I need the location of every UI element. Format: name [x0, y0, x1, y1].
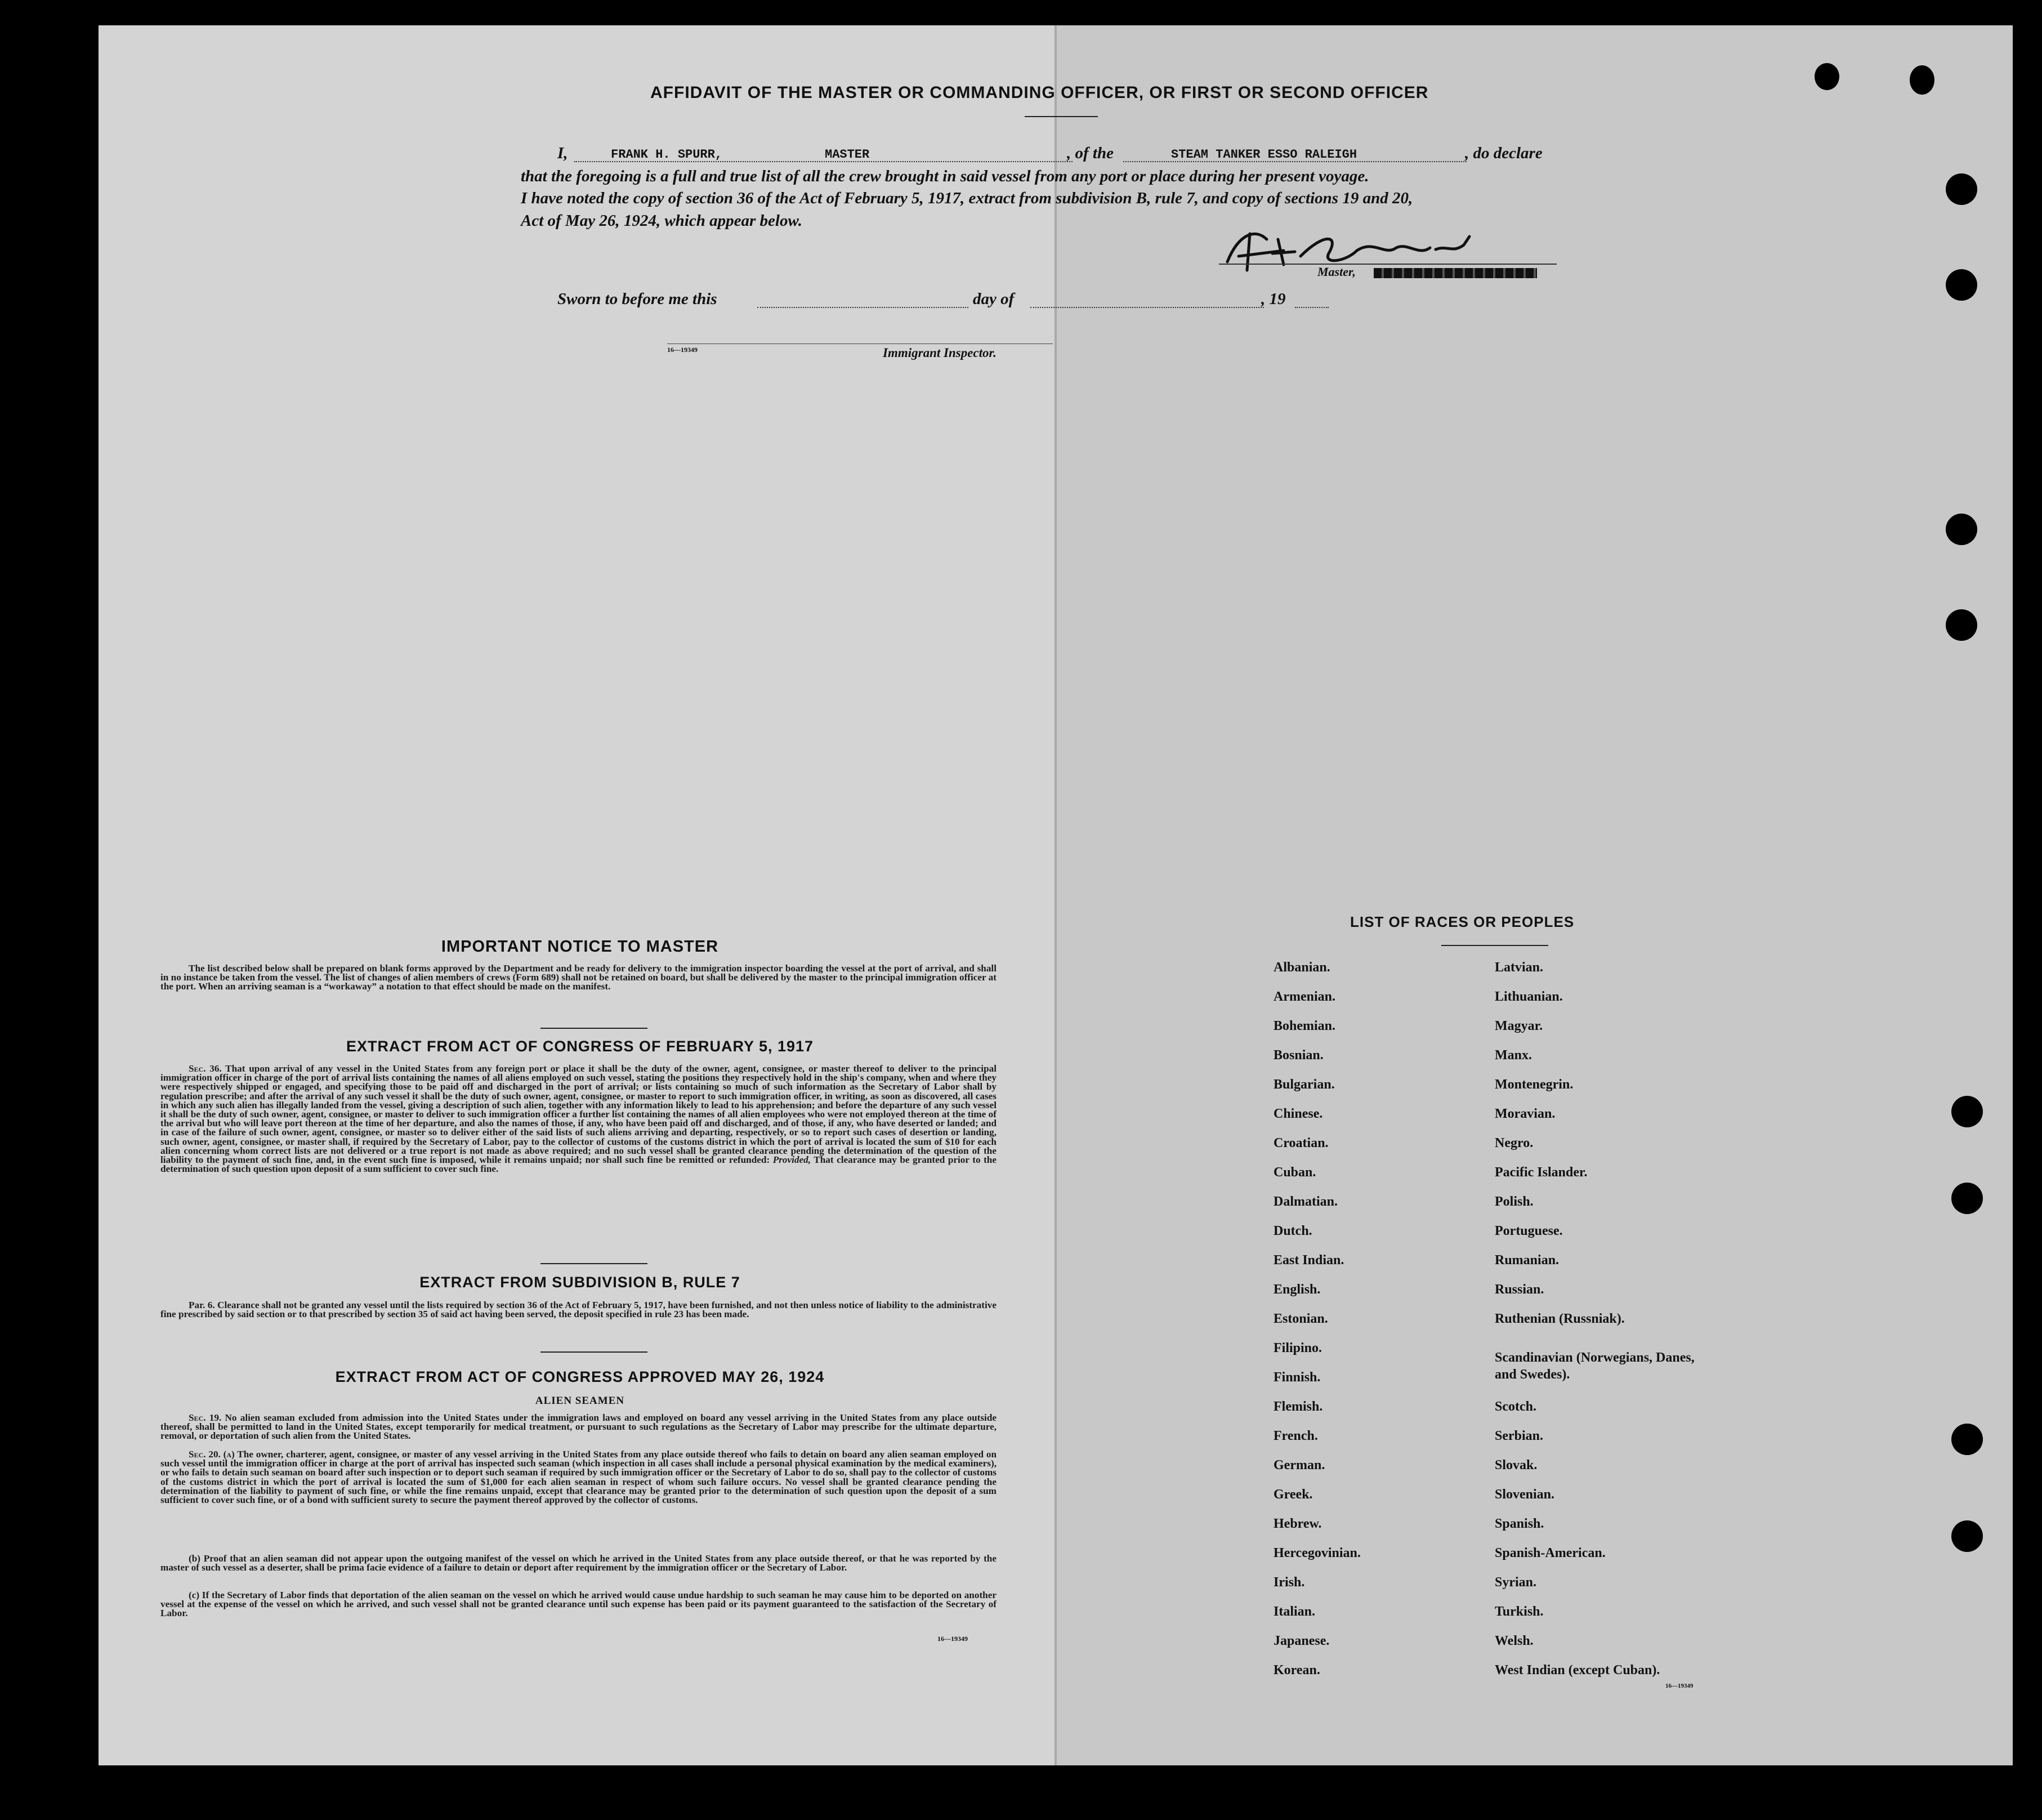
race-item: Scotch.: [1495, 1399, 1536, 1414]
race-item: Chinese.: [1274, 1107, 1323, 1121]
binder-hole: [1951, 1183, 1983, 1214]
sworn-month-fill: [1030, 307, 1264, 308]
race-item: Syrian.: [1495, 1575, 1537, 1590]
inspector-caption: Immigrant Inspector.: [883, 346, 997, 360]
race-item: Slovenian.: [1495, 1487, 1555, 1502]
notice-text: The list described below shall be prepared on blank forms approved by the Department and be ready for delivery to the immigration inspector boarding the vessel at the port of arrival, and shall in no instance be taken from the vessel. The list of changes of alien members of crews (Form 689) shall not be retained on board, but shall be delivered by the master to the principal immigration officer at the port. When an arriving seaman is a “workaway” a notation to that effect should be made on the manifest.: [160, 963, 997, 992]
affidavit-line4: Act of May 26, 1924, which appear below.: [521, 212, 802, 230]
race-item: Japanese.: [1274, 1634, 1330, 1648]
struck-out-text: [1374, 268, 1537, 278]
of-the-text: , of the: [1067, 144, 1114, 162]
race-item: Filipino.: [1274, 1341, 1322, 1355]
extract-rule7-title: EXTRACT FROM SUBDIVISION B, RULE 7: [419, 1274, 740, 1291]
race-item: Albanian.: [1274, 960, 1330, 975]
race-item: Magyar.: [1495, 1019, 1543, 1033]
binder-hole: [1946, 173, 1977, 205]
binder-hole: [1946, 609, 1977, 641]
binder-hole: [1951, 1096, 1983, 1127]
race-item: Croatian.: [1274, 1136, 1329, 1150]
race-item: Bosnian.: [1274, 1048, 1324, 1063]
race-item: East Indian.: [1274, 1253, 1344, 1268]
section-19-body: No alien seaman excluded from admission into the United States under the immigration laws and employed on board any vessel arriving in the United States from any place outside thereof, shall be permitted to land in the United States, except temporarily for medical treatment, or pursuant to such regulations as the Secretary of Labor may prescribe for the ultimate departure, removal, or deportation of such alien from the United States.: [160, 1412, 997, 1442]
race-item: Montenegrin.: [1495, 1077, 1574, 1092]
section-20a-body: The owner, charterer, agent, consignee, or master of any vessel arriving in the United States from any place outside thereof who fails to detain on board any alien seaman employed on such vessel until the immigration officer in charge at the port of arrival has inspected such seaman (which inspection in all cases shall include a personal physical examination by the medical examiners), or who fails to detain such seaman on board after such inspection or to deport such seaman if required by such immigration officer or the Secretary of Labor to do so, shall pay to the collector of customs of the customs district in which the port of arrival is located the sum of $1,000 for each alien seaman in respect of whom such failure occurs. No vessel shall be granted clearance pending the determination of the liability to payment of such fine, or while the fine remains unpaid, except that clearance may be granted prior to the determination of such question upon the deposit of a sum sufficient to cover such fine, or of a bond with sufficient surety to secure the payment thereof approved by the collector of customs.: [160, 1449, 997, 1506]
section-20b-text: (b) Proof that an alien seaman did not appear upon the outgoing manifest of the vessel on which he arrived in the United States from any place outside thereof, or that he was reported by the master of such vessel as a deserter, shall be prima facie evidence of a failure to detain or deport after requirement by the immigration officer or the Secretary of Labor.: [160, 1553, 997, 1573]
page-fold: [1054, 25, 1057, 1765]
race-item: West Indian (except Cuban).: [1495, 1663, 1660, 1678]
day-of-text: day of: [973, 290, 1015, 308]
race-item: Flemish.: [1274, 1399, 1323, 1414]
race-item: Spanish.: [1495, 1516, 1544, 1531]
declarant-rank: MASTER: [825, 148, 870, 162]
year-prefix: , 19: [1261, 290, 1286, 308]
race-item: Greek.: [1274, 1487, 1313, 1502]
signature-caption: Master,: [1317, 265, 1356, 279]
section-label: Sec. 20. (a): [189, 1449, 235, 1460]
form-number-notice: 16—19349: [937, 1635, 968, 1643]
race-item: French.: [1274, 1429, 1318, 1443]
section-20a-text: [160, 1450, 997, 1505]
race-item: Manx.: [1495, 1048, 1532, 1063]
sworn-prefix: Sworn to before me this: [557, 290, 717, 308]
section-19-text: [160, 1413, 997, 1441]
extract-rule7-text: Par. 6. Clearance shall not be granted any vessel until the lists required by section 36 of the Act of February 5, 1917, have been furnished, and not then unless notice of liability to the administrative fine prescribed by said section or to that prescribed by section 35 of said act having been served, the deposit specified in rule 23 has been made.: [160, 1300, 997, 1320]
sheet-right-half: [1056, 25, 2013, 1765]
race-item: Dalmatian.: [1274, 1194, 1338, 1209]
divider: [540, 1028, 647, 1029]
notice-title: IMPORTANT NOTICE TO MASTER: [441, 938, 719, 956]
divider: [540, 1263, 647, 1264]
race-item: Hebrew.: [1274, 1516, 1322, 1531]
race-item: Italian.: [1274, 1604, 1316, 1619]
sworn-day-fill: [757, 307, 968, 308]
section-label: Sec. 36.: [189, 1063, 222, 1074]
title-underline: [1025, 116, 1098, 117]
race-item: Rumanian.: [1495, 1253, 1560, 1268]
races-title-underline: [1441, 945, 1548, 946]
race-item: Negro.: [1495, 1136, 1534, 1150]
race-item: Russian.: [1495, 1282, 1544, 1297]
race-item: Hercegovinian.: [1274, 1546, 1361, 1560]
sworn-year-fill: [1295, 307, 1329, 308]
form-number-races: 16—19349: [1665, 1683, 1694, 1689]
proviso-text: That clearance may be granted prior to the determination of such question upon deposit of a sum sufficient to cover such fine.: [160, 1154, 997, 1175]
race-item: Bohemian.: [1274, 1019, 1336, 1033]
divider: [540, 1351, 647, 1353]
alien-seamen-subtitle: ALIEN SEAMEN: [535, 1395, 625, 1407]
affidavit-line2: that the foregoing is a full and true list of all the crew brought in said vessel from any port or place during her present voyage.: [521, 167, 1369, 185]
race-item: Lithuanian.: [1495, 989, 1563, 1004]
section-label: Sec. 19.: [189, 1412, 222, 1423]
race-item: Scandinavian (Norwegians, Danes, and Swedes).: [1495, 1350, 1695, 1382]
declarant-name: FRANK H. SPURR,: [611, 148, 723, 162]
race-item: Finnish.: [1274, 1370, 1321, 1385]
race-item: Dutch.: [1274, 1224, 1312, 1238]
extract-1917-text: [160, 1064, 997, 1174]
binder-hole: [1951, 1520, 1983, 1552]
signature-line: [1219, 264, 1557, 265]
binder-hole: [1946, 514, 1977, 545]
race-item: German.: [1274, 1458, 1325, 1473]
form-number-affidavit: 16—19349: [667, 346, 698, 354]
race-item: Serbian.: [1495, 1429, 1544, 1443]
race-item: Moravian.: [1495, 1107, 1556, 1121]
race-item: Turkish.: [1495, 1604, 1544, 1619]
race-item: Polish.: [1495, 1194, 1534, 1209]
affidavit-line3: I have noted the copy of section 36 of the Act of February 5, 1917, extract from subdivision B, rule 7, and copy of sections 19 and 20,: [521, 189, 1413, 207]
race-item: Armenian.: [1274, 989, 1335, 1004]
extract-1924-title: EXTRACT FROM ACT OF CONGRESS APPROVED MAY 26, 1924: [335, 1368, 825, 1385]
affidavit-title: AFFIDAVIT OF THE MASTER OR COMMANDING OFFICER, OR FIRST OR SECOND OFFICER: [650, 83, 1429, 102]
section-36-body: That upon arrival of any vessel in the United States from any foreign port or place it shall be the duty of the owner, agent, consignee, or master thereof to deliver to the principal immigration officer in charge of the port of arrival lists containing the names of all aliens employed on such vessel, stating the positions they respectively hold in the ship's company, when and where they were respectively shipped or engaged, and specifying those to be paid off and discharged in the port of arrival; or lists containing so much of such information as the Secretary of Labor shall by regulation prescribe; and after the arrival of any such vessel it shall be the duty of such owner, agent, consignee, or master to report to such immigration officer, in writing, as soon as discovered, all cases in which any such alien has illegally landed from the vessel, giving a description of such alien, together with any information likely to lead to his apprehension; and before the departure of any such vessel it shall be the duty of such owner, agent, consignee, or master to deliver to such immigration officer a further list containing the names of all alien employees who were not employed thereon at the time of the arrival but who will leave port thereon at the time of her departure, and also the names of those, if any, who have been paid off and discharged, and of those, if any, who have deserted or landed; and in case of the failure of such owner, agent, consignee, or master so to deliver either of the said lists of such aliens arriving and departing, respectively, or so to report such cases of desertion or landing, such owner, agent, consignee, or master shall, if required by the Secretary of Labor, pay to the collector of customs of the customs district in which the port of arrival is located the sum of $10 for each alien concerning whom correct lists are not delivered or a true report is not made as above required; and no such vessel shall be granted clearance pending the determination of the question of the liability to the payment of such fine, and, in the event such fine is imposed, while it remains unpaid; nor shall such fine be remitted or refunded:: [160, 1063, 997, 1166]
race-item: Irish.: [1274, 1575, 1305, 1590]
binder-hole: [1951, 1424, 1983, 1455]
proviso-label: Provided,: [772, 1154, 811, 1166]
race-item: Spanish-American.: [1495, 1546, 1606, 1560]
race-item: Slovak.: [1495, 1458, 1538, 1473]
binder-hole: [1910, 65, 1934, 95]
race-item: Estonian.: [1274, 1312, 1328, 1326]
race-item: Ruthenian (Russniak).: [1495, 1312, 1625, 1326]
extract-1917-title: EXTRACT FROM ACT OF CONGRESS OF FEBRUARY 5, 1917: [346, 1038, 814, 1055]
vessel-name: STEAM TANKER ESSO RALEIGH: [1171, 148, 1357, 162]
race-item: Korean.: [1274, 1663, 1320, 1678]
race-item: Bulgarian.: [1274, 1077, 1335, 1092]
race-item: Portuguese.: [1495, 1224, 1563, 1238]
section-20c-text: (c) If the Secretary of Labor finds that deportation of the alien seaman on the vessel on which he arrived would cause undue hardship to such seaman he may cause him to be deported on another vessel at the expense of the vessel on which he arrived, and such vessel shall not be granted clearance until such expense has been paid or its payment guaranteed to the satisfaction of the Secretary of Labor.: [160, 1590, 997, 1619]
affidavit-line1-prefix: I,: [557, 144, 568, 162]
binder-hole: [1815, 63, 1839, 90]
do-declare-text: , do declare: [1465, 144, 1543, 162]
race-item: Welsh.: [1495, 1634, 1534, 1648]
race-item: Pacific Islander.: [1495, 1165, 1588, 1180]
binder-hole: [1946, 269, 1977, 301]
race-item: English.: [1274, 1282, 1321, 1297]
races-title: LIST OF RACES OR PEOPLES: [1350, 913, 1575, 930]
race-item: Cuban.: [1274, 1165, 1316, 1180]
race-item: Latvian.: [1495, 960, 1544, 975]
